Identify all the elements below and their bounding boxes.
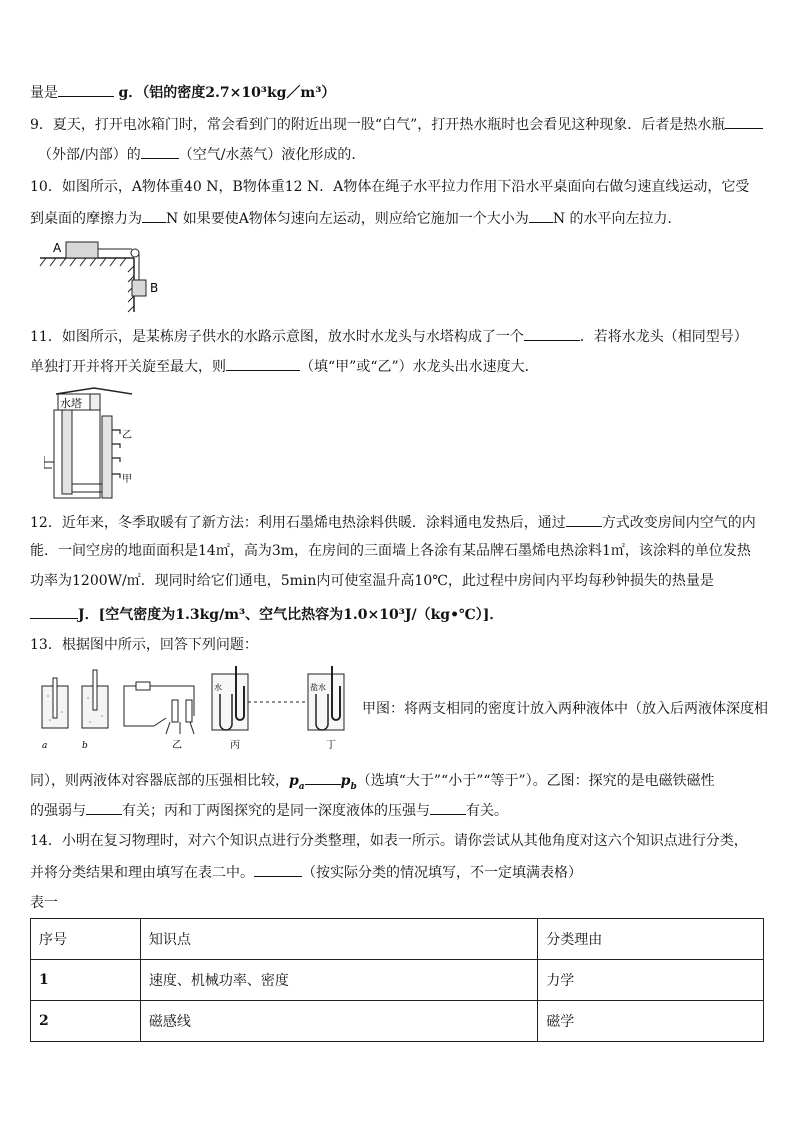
q11-text1: 11．如图所示，是某栋房子供水的水路示意图，放水时水龙头与水塔构成了一个 bbox=[30, 329, 524, 345]
q12-line2 bbox=[30, 542, 751, 560]
q10-pulley-figure bbox=[38, 236, 168, 316]
q9-line1 bbox=[30, 114, 763, 134]
q13-line2 bbox=[362, 700, 768, 718]
q12-line4 bbox=[30, 604, 503, 624]
table-cell: 力学 bbox=[538, 960, 764, 1001]
table-row bbox=[31, 1001, 764, 1042]
q13-text3: 同），则两液体对容器底部的压强相比较， bbox=[30, 773, 289, 789]
header-cell-knowledge: 知识点 bbox=[140, 919, 537, 960]
q12-line1 bbox=[30, 512, 756, 532]
q10-text1: 10．如图所示，A物体重40 N，B物体重12 N．A物体在绳子水平拉力作用下沿水平桌面向右做匀速直线运动，它受 bbox=[30, 179, 750, 195]
q14-line1 bbox=[30, 832, 748, 850]
header-cell-reason: 分类理由 bbox=[538, 919, 764, 960]
q14-blank[interactable] bbox=[254, 862, 302, 877]
q11-blank2[interactable] bbox=[226, 356, 300, 371]
q11-line2 bbox=[30, 356, 539, 376]
table1-caption: 表一 bbox=[30, 895, 58, 911]
q13-line3 bbox=[30, 770, 715, 796]
q13-blank3[interactable] bbox=[430, 800, 466, 815]
q10-blank1[interactable] bbox=[142, 208, 166, 223]
q9-line2 bbox=[38, 144, 365, 164]
q13-pa-sub: a bbox=[298, 781, 305, 792]
q13-fig-b: b bbox=[82, 741, 88, 751]
q12-text1: 12．近年来，冬季取暖有了新方法：利用石墨烯电热涂料供暖．涂料通电发热后，通过 bbox=[30, 515, 566, 531]
q13-fig-ding: 丁 bbox=[326, 740, 336, 751]
q10-line2 bbox=[30, 208, 682, 228]
q8-answer-blank[interactable] bbox=[58, 82, 114, 97]
q10-label-a: A bbox=[53, 241, 62, 255]
q11-water-tower-figure bbox=[44, 386, 144, 500]
q12-blank2[interactable] bbox=[30, 604, 78, 619]
q10-text3: N 如果要使A物体匀速向左运动，则应给它施加一个大小为 bbox=[166, 211, 529, 227]
q13-fig-text: 甲图：将两支相同的密度计放入两种液体中（放入后两液体深度相 bbox=[362, 701, 768, 717]
q11-yi-label: 乙 bbox=[122, 430, 132, 441]
q8-suffix: g．（铝的密度2.7×10³kg／m³） bbox=[118, 85, 336, 101]
q8-prefix: 量是 bbox=[30, 85, 58, 101]
q10-label-b: B bbox=[150, 281, 159, 295]
q13-fig-brine: 盐水 bbox=[310, 683, 326, 692]
q13-pa: p bbox=[289, 773, 299, 789]
q13-blank1[interactable] bbox=[305, 770, 341, 785]
q9-text3: （空气/水蒸气）液化形成的． bbox=[178, 147, 366, 163]
q13-experiment-figure bbox=[36, 662, 358, 756]
q10-blank2[interactable] bbox=[529, 208, 553, 223]
q12-blank1[interactable] bbox=[566, 512, 602, 527]
q13-line4 bbox=[30, 800, 508, 820]
q14-text1: 14．小明在复习物理时，对六个知识点进行分类整理，如表一所示。请你尝试从其他角度对这六个知识点进行分类， bbox=[30, 833, 748, 849]
q11-text3: 单独打开并将开关旋至最大，则 bbox=[30, 359, 226, 375]
q9-blank1[interactable] bbox=[725, 114, 763, 129]
q14-text3: （按实际分类的情况填写，不一定填满表格） bbox=[302, 865, 582, 881]
q9-text1: 9．夏天，打开电冰箱门时，常会看到门的附近出现一股“白气”，打开热水瓶时也会看见这种现象．后者是热水瓶 bbox=[30, 117, 726, 133]
q13-line1 bbox=[30, 636, 258, 654]
q13-pb: p bbox=[340, 773, 351, 789]
q13-text1: 13．根据图中所示，回答下列问题： bbox=[30, 637, 258, 653]
q12-text5: J．[空气密度为1.3kg/m³、空气比热容为1.0×10³J/（kg•℃）]． bbox=[78, 607, 504, 623]
q9-text2: （外部/内部）的 bbox=[38, 147, 141, 163]
table-cell: 2 bbox=[31, 1001, 141, 1042]
table-cell: 磁感线 bbox=[140, 1001, 537, 1042]
q11-text2: ．若将水龙头（相同型号） bbox=[579, 329, 748, 345]
q13-text4: （选填“大于”“小于”“等于”）。乙图：探究的是电磁铁磁性 bbox=[356, 773, 715, 789]
q12-text3: 能．一间空房的地面面积是14㎡，高为3m，在房间的三面墙上各涂有某品牌石墨烯电热涂料1㎡，该涂料的单位发热 bbox=[30, 543, 751, 559]
table-row bbox=[31, 960, 764, 1001]
q11-line1 bbox=[30, 326, 748, 346]
q11-tower-label: 水塔 bbox=[60, 397, 82, 410]
q13-text7: 有关。 bbox=[466, 803, 508, 819]
q12-text4: 功率为1200W/㎡．现同时给它们通电，5min内可使室温升高10℃，此过程中房间内平均每秒钟损失的热量是 bbox=[30, 573, 714, 589]
q13-text5: 的强弱与 bbox=[30, 803, 86, 819]
table-header-row bbox=[31, 919, 764, 960]
table1 bbox=[30, 918, 764, 1042]
q10-text4: N 的水平向左拉力． bbox=[552, 211, 682, 227]
q13-fig-water: 水 bbox=[214, 683, 222, 692]
q13-text6: 有关；丙和丁两图探究的是同一深度液体的压强与 bbox=[122, 803, 430, 819]
q11-text4: （填“甲”或“乙”）水龙头出水速度大． bbox=[300, 359, 539, 375]
q12-text2: 方式改变房间内空气的内 bbox=[601, 515, 756, 531]
table-cell: 速度、机械功率、密度 bbox=[140, 960, 537, 1001]
q11-blank1[interactable] bbox=[524, 326, 580, 341]
table-cell: 1 bbox=[31, 960, 141, 1001]
q8-line bbox=[30, 82, 335, 102]
q13-pb-sub: b bbox=[350, 781, 357, 792]
q11-jia-label: 甲 bbox=[122, 474, 132, 485]
q13-fig-bing: 丙 bbox=[230, 740, 240, 751]
q9-blank2[interactable] bbox=[141, 144, 179, 159]
table-cell: 磁学 bbox=[538, 1001, 764, 1042]
q14-text2: 并将分类结果和理由填写在表二中。 bbox=[30, 865, 254, 881]
q10-text2: 到桌面的摩擦力为 bbox=[30, 211, 142, 227]
q14-line2 bbox=[30, 862, 582, 882]
q12-line3 bbox=[30, 572, 714, 590]
q10-line1 bbox=[30, 178, 749, 196]
q13-fig-yi: 乙 bbox=[172, 740, 182, 751]
q13-blank2[interactable] bbox=[86, 800, 122, 815]
q13-fig-a: a bbox=[42, 741, 48, 751]
header-cell-index: 序号 bbox=[31, 919, 141, 960]
